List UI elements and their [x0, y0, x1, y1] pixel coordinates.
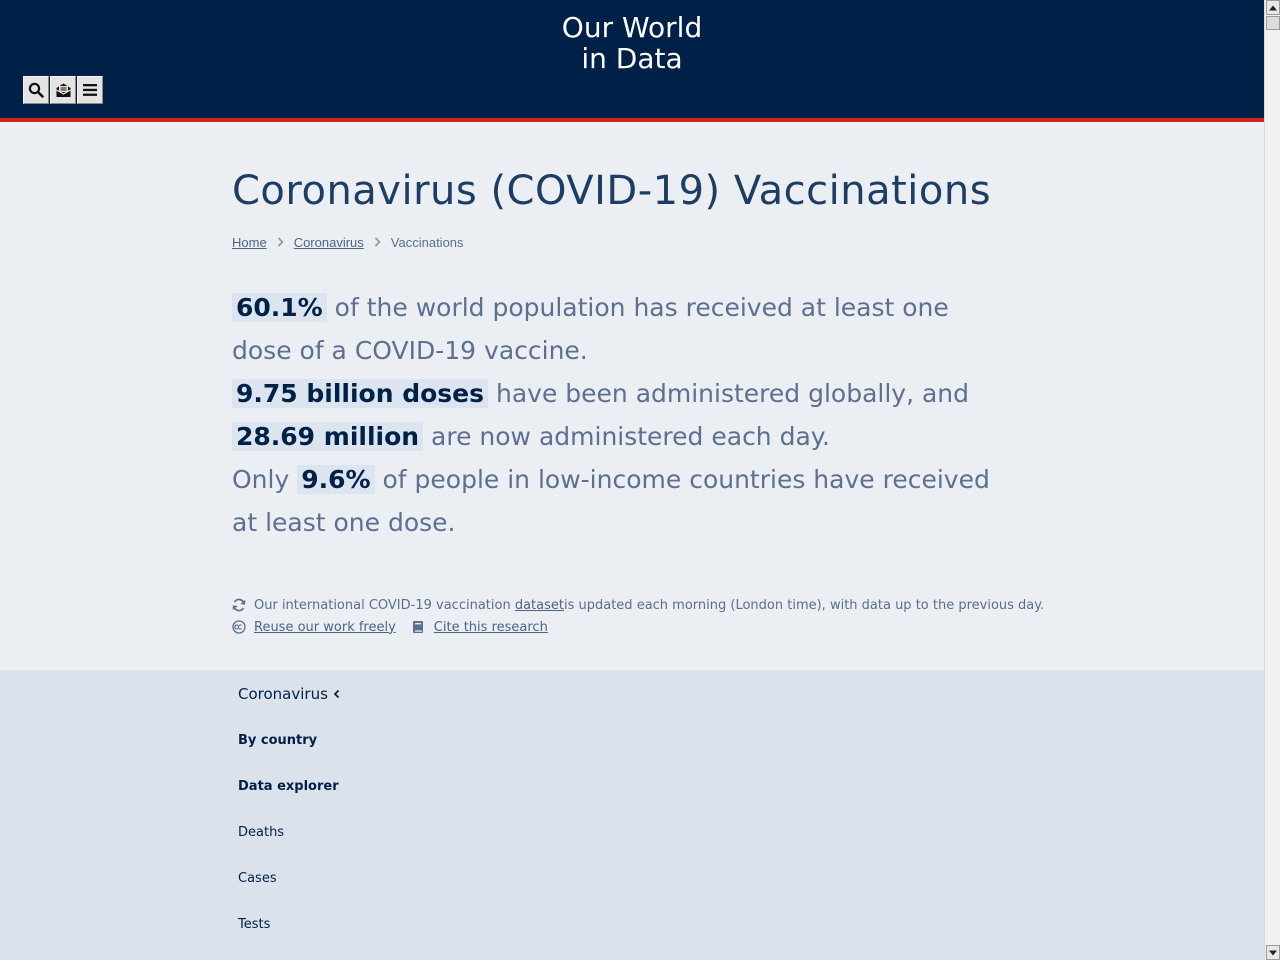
update-notice [232, 594, 1044, 616]
arrow-down-icon [1269, 950, 1277, 956]
menu-button[interactable] [77, 76, 103, 104]
subscribe-button[interactable] [50, 76, 76, 104]
refresh-icon [232, 598, 248, 612]
header-toolbar [23, 76, 103, 104]
vaccination-summary [232, 286, 1012, 544]
menu-icon [83, 83, 97, 97]
subscribe-icon [55, 82, 72, 98]
breadcrumb-current: Vaccinations [390, 235, 464, 250]
dataset-info [232, 594, 1044, 638]
dataset-link[interactable]: dataset [514, 597, 564, 613]
logo-line-1: Our World [561, 11, 703, 44]
scroll-thumb[interactable] [1266, 16, 1280, 30]
scroll-up-button[interactable] [1266, 0, 1280, 15]
update-text: Our international COVID-19 vaccination [254, 597, 511, 613]
logo-line-2: in Data [581, 42, 683, 75]
summary-text: of people in low-income countries have received at least one dose. [232, 465, 990, 537]
breadcrumb-coronavirus-link[interactable]: Coronavirus [293, 235, 364, 250]
world-dose-percent: 60.1% [232, 293, 327, 322]
chevron-right-icon [374, 236, 381, 250]
summary-text: Only [232, 465, 298, 494]
summary-text: have been administered globally, and [488, 379, 970, 408]
cite-link[interactable]: Cite this research [433, 619, 548, 635]
nav-header-label: Coronavirus [238, 685, 328, 703]
site-logo[interactable] [532, 12, 732, 74]
summary-line-doses [232, 372, 1012, 458]
update-text: is updated each morning (London time), with data up to the previous day. [563, 597, 1045, 613]
summary-text: of the world population has received at least one dose of a COVID-19 vaccine. [232, 293, 949, 365]
low-income-percent: 9.6% [297, 465, 374, 494]
nav-item-tests[interactable]: Tests [238, 917, 271, 932]
daily-doses-stat: 28.69 million [232, 422, 423, 451]
search-icon [28, 82, 44, 98]
summary-text: are now administered each day. [423, 422, 830, 451]
chevron-left-icon [333, 689, 340, 699]
topic-navigation [0, 670, 1264, 960]
nav-item-deaths[interactable]: Deaths [238, 825, 285, 840]
reuse-cite-row [232, 616, 1044, 638]
nav-item-data-explorer[interactable]: Data explorer [238, 779, 339, 794]
nav-header-coronavirus[interactable] [238, 685, 340, 703]
chevron-right-icon [277, 236, 284, 250]
arrow-up-icon [1269, 5, 1277, 11]
nav-item-cases[interactable]: Cases [238, 871, 277, 886]
vertical-scrollbar[interactable] [1264, 0, 1280, 960]
book-icon [412, 620, 428, 634]
breadcrumb-home-link[interactable]: Home [232, 235, 267, 250]
summary-line-low-income [232, 458, 1012, 544]
page-title: Coronavirus (COVID-19) Vaccinations [232, 168, 992, 214]
reuse-link[interactable]: Reuse our work freely [254, 619, 396, 635]
total-doses-stat: 9.75 billion doses [232, 379, 488, 408]
summary-line-world [232, 286, 1012, 372]
site-header [0, 0, 1264, 122]
search-button[interactable] [23, 76, 49, 104]
creative-commons-icon [232, 620, 248, 634]
scroll-down-button[interactable] [1266, 945, 1280, 960]
breadcrumb [232, 235, 464, 250]
nav-item-by-country[interactable]: By country [238, 733, 318, 748]
